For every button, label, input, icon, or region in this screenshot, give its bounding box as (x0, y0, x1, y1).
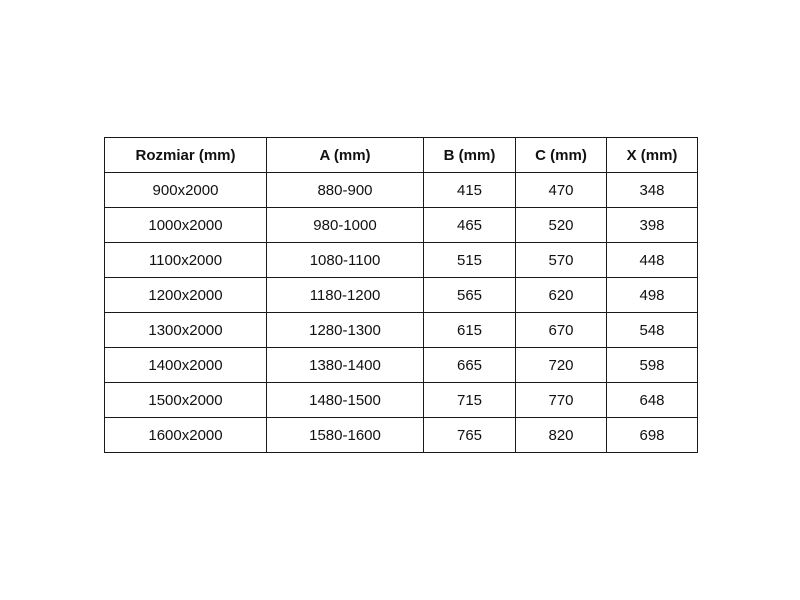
table-row (105, 348, 698, 383)
cell-b: 465 (424, 208, 516, 243)
table-row (105, 243, 698, 278)
cell-rozmiar: 1100x2000 (105, 243, 267, 278)
header-x: X (mm) (607, 138, 698, 173)
cell-c: 570 (516, 243, 607, 278)
header-row (105, 138, 698, 173)
cell-b: 765 (424, 418, 516, 453)
cell-b: 615 (424, 313, 516, 348)
table-row (105, 278, 698, 313)
dimensions-table (104, 137, 698, 453)
table-row (105, 313, 698, 348)
table-body (105, 173, 698, 453)
cell-x: 498 (607, 278, 698, 313)
cell-x: 348 (607, 173, 698, 208)
cell-c: 770 (516, 383, 607, 418)
cell-x: 598 (607, 348, 698, 383)
header-a: A (mm) (267, 138, 424, 173)
table-row (105, 383, 698, 418)
cell-b: 715 (424, 383, 516, 418)
cell-b: 515 (424, 243, 516, 278)
table-row (105, 173, 698, 208)
cell-a: 880-900 (267, 173, 424, 208)
cell-x: 648 (607, 383, 698, 418)
cell-c: 670 (516, 313, 607, 348)
table-row (105, 208, 698, 243)
table-row (105, 418, 698, 453)
cell-rozmiar: 1600x2000 (105, 418, 267, 453)
cell-rozmiar: 1400x2000 (105, 348, 267, 383)
header-rozmiar: Rozmiar (mm) (105, 138, 267, 173)
header-c: C (mm) (516, 138, 607, 173)
cell-rozmiar: 1300x2000 (105, 313, 267, 348)
header-b: B (mm) (424, 138, 516, 173)
cell-a: 1280-1300 (267, 313, 424, 348)
cell-a: 1580-1600 (267, 418, 424, 453)
cell-c: 520 (516, 208, 607, 243)
cell-a: 1480-1500 (267, 383, 424, 418)
cell-b: 665 (424, 348, 516, 383)
cell-a: 1380-1400 (267, 348, 424, 383)
cell-a: 1180-1200 (267, 278, 424, 313)
cell-b: 565 (424, 278, 516, 313)
cell-c: 470 (516, 173, 607, 208)
cell-rozmiar: 900x2000 (105, 173, 267, 208)
cell-x: 398 (607, 208, 698, 243)
cell-x: 698 (607, 418, 698, 453)
cell-rozmiar: 1000x2000 (105, 208, 267, 243)
cell-c: 720 (516, 348, 607, 383)
cell-x: 448 (607, 243, 698, 278)
cell-a: 980-1000 (267, 208, 424, 243)
cell-rozmiar: 1500x2000 (105, 383, 267, 418)
cell-c: 620 (516, 278, 607, 313)
cell-c: 820 (516, 418, 607, 453)
cell-a: 1080-1100 (267, 243, 424, 278)
cell-rozmiar: 1200x2000 (105, 278, 267, 313)
cell-b: 415 (424, 173, 516, 208)
table-header (105, 138, 698, 173)
cell-x: 548 (607, 313, 698, 348)
